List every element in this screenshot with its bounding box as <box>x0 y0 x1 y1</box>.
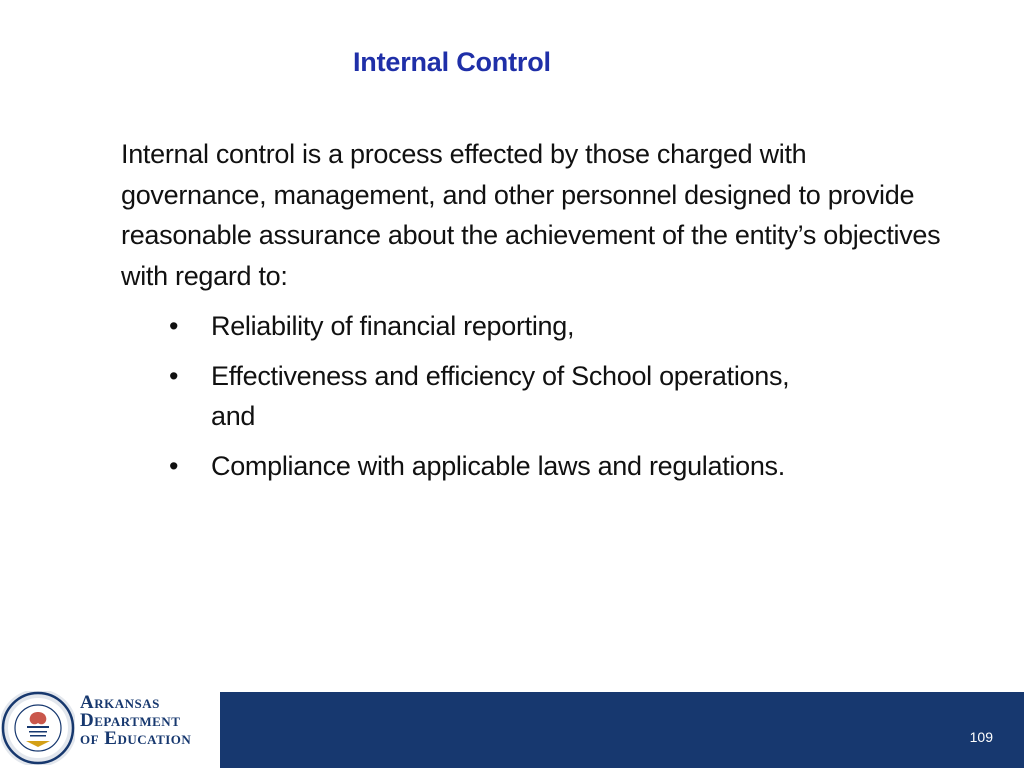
slide-body <box>121 134 951 496</box>
bullet-text: Reliability of financial reporting, <box>211 311 575 341</box>
bullet-item <box>121 306 831 346</box>
bullet-list <box>121 306 951 486</box>
department-seal-icon <box>1 691 75 765</box>
bullet-icon: • <box>169 361 179 391</box>
bullet-icon: • <box>169 311 179 341</box>
page-number: 109 <box>969 729 993 745</box>
org-name-line: Arkansas <box>80 692 160 713</box>
bullet-text: Compliance with applicable laws and regulations. <box>211 451 785 481</box>
bullet-item <box>121 446 831 486</box>
footer-logo <box>0 690 220 768</box>
org-name-line: Department <box>80 710 181 731</box>
org-name-line: of Education <box>80 728 192 749</box>
bullet-text: Effectiveness and efficiency of School operations, and <box>211 361 790 431</box>
footer <box>0 690 1024 768</box>
organization-name <box>80 694 191 748</box>
footer-band <box>220 692 1024 768</box>
intro-paragraph: Internal control is a process effected by those charged with governance, management, and other personnel designed to provide reasonable assurance about the achievement of the entity’s objectives with regard to: <box>121 139 941 291</box>
slide-title: Internal Control <box>353 47 551 77</box>
bullet-item <box>121 356 831 436</box>
bullet-icon: • <box>169 451 179 481</box>
